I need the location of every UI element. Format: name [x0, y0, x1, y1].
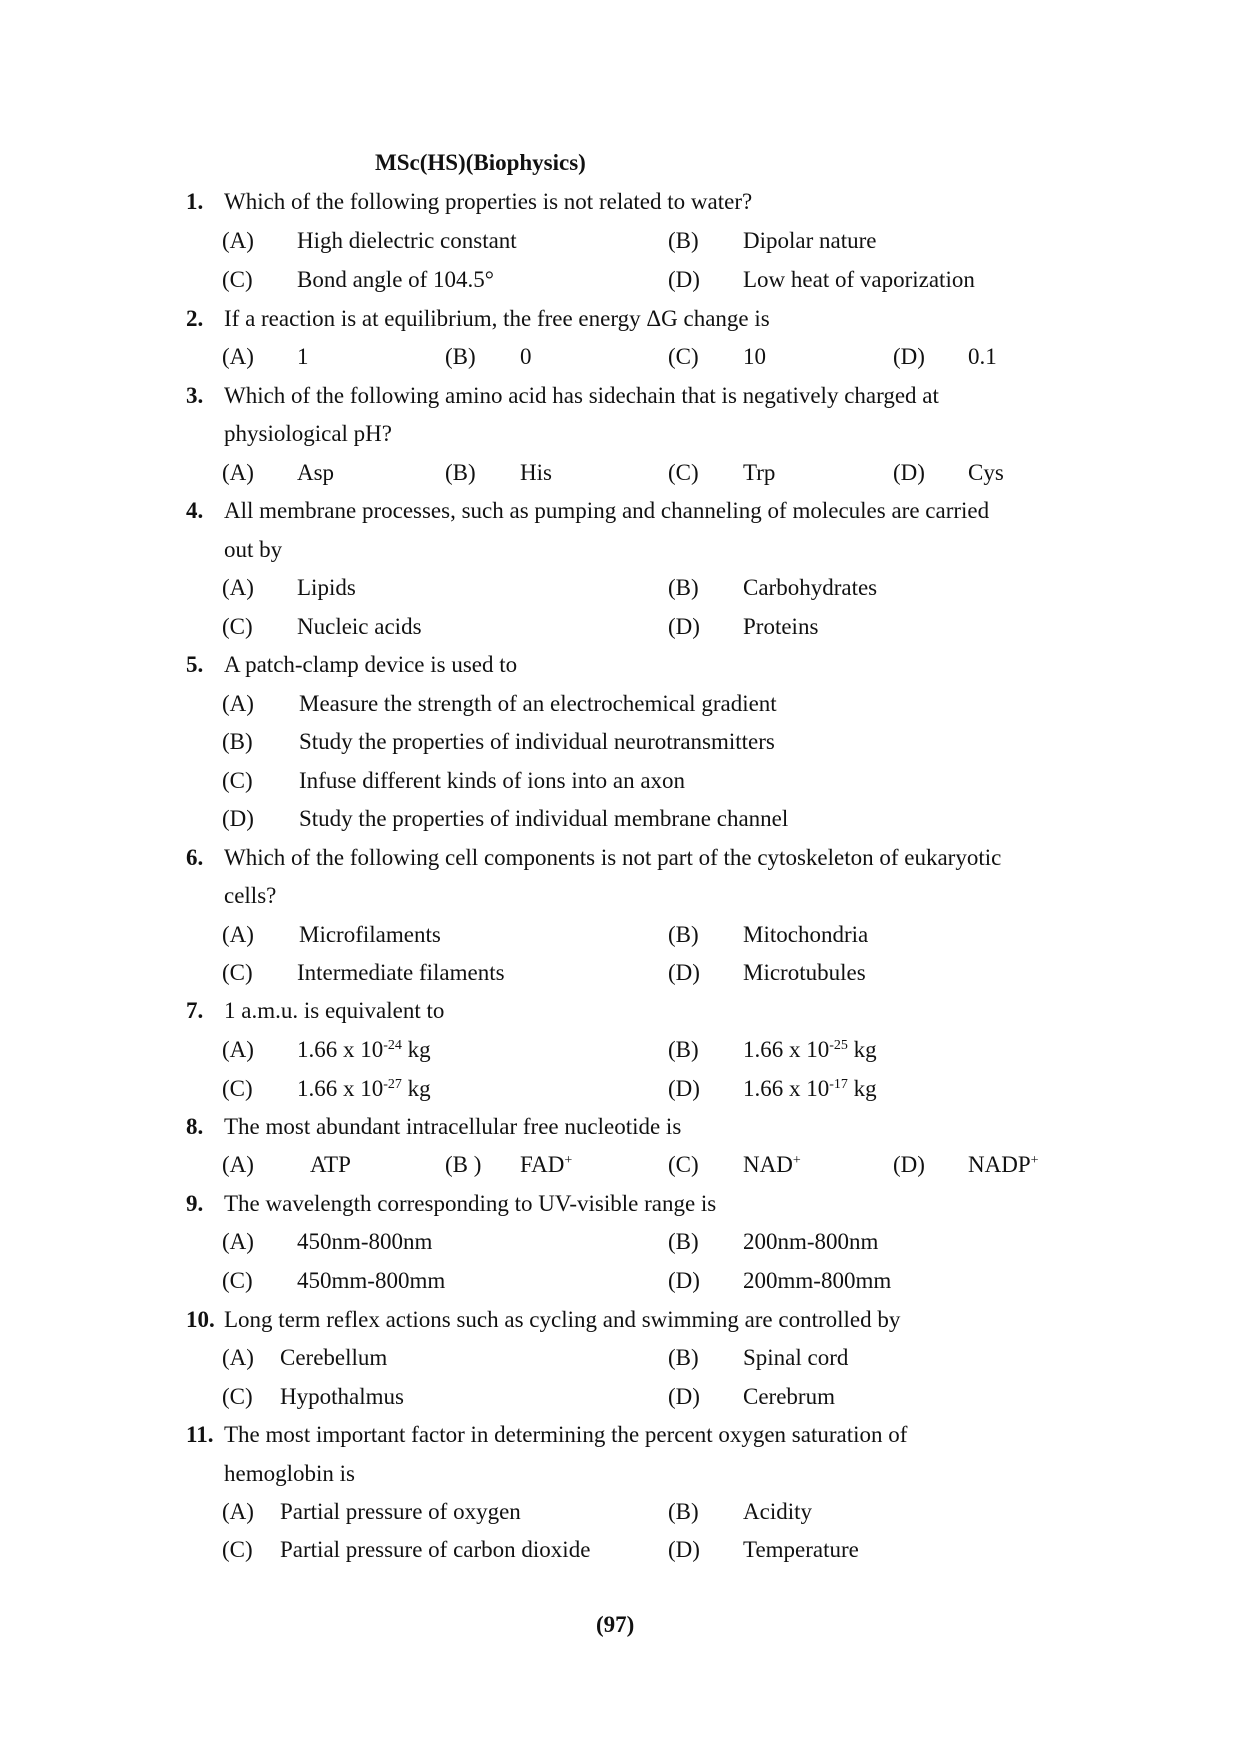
question-number: 2.	[186, 306, 204, 331]
option-label: (A)	[222, 1037, 254, 1062]
option-text: Partial pressure of carbon dioxide	[280, 1537, 591, 1562]
question-10	[0, 1304, 1241, 1336]
option-label: (A)	[222, 922, 254, 947]
page-number: (97)	[596, 1612, 635, 1637]
option-text: High dielectric constant	[297, 228, 517, 253]
question-text: If a reaction is at equilibrium, the free energy ΔG change is	[224, 306, 770, 331]
option-text: His	[520, 460, 552, 485]
option-text: Cerebellum	[280, 1345, 388, 1370]
option-text: NAD+	[743, 1152, 801, 1177]
option-label: (C)	[222, 1537, 253, 1562]
option-label: (A)	[222, 1345, 254, 1370]
option-text: Intermediate filaments	[297, 960, 505, 985]
question-text: 1 a.m.u. is equivalent to	[224, 998, 445, 1023]
options-row	[0, 611, 1241, 643]
question-2	[0, 303, 1241, 335]
option-label: (C)	[222, 768, 253, 793]
option-label: (C)	[222, 614, 253, 639]
option-text: Lipids	[297, 575, 356, 600]
option-text: Microtubules	[743, 960, 866, 985]
question-text: The most abundant intracellular free nucleotide is	[224, 1114, 682, 1139]
option-label: (C)	[222, 1384, 253, 1409]
option-label: (D)	[668, 1076, 700, 1101]
option-text: 200nm-800nm	[743, 1229, 879, 1254]
option-label: (B)	[668, 922, 699, 947]
option-label: (D)	[668, 1268, 700, 1293]
question-text-continued	[0, 418, 1241, 450]
question-number: 4.	[186, 498, 204, 523]
question-9	[0, 1188, 1241, 1220]
option-text: Trp	[743, 460, 776, 485]
option-label: (A)	[222, 1152, 254, 1177]
option-label: (B )	[445, 1152, 482, 1177]
options-row	[0, 919, 1241, 951]
question-7	[0, 995, 1241, 1027]
option-label: (A)	[222, 1229, 254, 1254]
option-label: (B)	[668, 228, 699, 253]
option-text: Proteins	[743, 614, 819, 639]
option-label: (B)	[445, 460, 476, 485]
option-label: (D)	[893, 344, 925, 369]
option-label: (A)	[222, 460, 254, 485]
question-text: out by	[224, 537, 283, 562]
option-text: Hypothalmus	[280, 1384, 404, 1409]
option-label: (D)	[222, 806, 254, 831]
options-row	[0, 957, 1241, 989]
question-number: 9.	[186, 1191, 204, 1216]
option-label: (D)	[668, 1537, 700, 1562]
option-text: 450mm-800mm	[297, 1268, 446, 1293]
option-text: NADP+	[968, 1152, 1039, 1177]
option-text: Acidity	[743, 1499, 812, 1524]
option-text: Spinal cord	[743, 1345, 849, 1370]
option-text: 0.1	[968, 344, 997, 369]
option-text: 1.66 x $10^{-24}$ kg	[297, 1037, 431, 1062]
option-label: (D)	[668, 1384, 700, 1409]
question-text: A patch-clamp device is used to	[224, 652, 518, 677]
option-text: Cerebrum	[743, 1384, 835, 1409]
option-label: (A)	[222, 344, 254, 369]
option-text: Asp	[297, 460, 335, 485]
option-label: (A)	[222, 1499, 254, 1524]
option-label: (C)	[668, 344, 699, 369]
option-text: Dipolar nature	[743, 228, 877, 253]
option-text: Temperature	[743, 1537, 859, 1562]
options-row	[0, 1496, 1241, 1528]
question-text-continued	[0, 534, 1241, 566]
option-label: (D)	[893, 460, 925, 485]
option-row	[0, 688, 1241, 720]
question-number: 7.	[186, 998, 204, 1023]
option-text: FAD+	[520, 1152, 573, 1177]
question-4	[0, 495, 1241, 527]
options-row	[0, 572, 1241, 604]
option-text: Microfilaments	[299, 922, 441, 947]
option-label: (B)	[222, 729, 253, 754]
option-label: (C)	[222, 1076, 253, 1101]
option-label: (C)	[668, 460, 699, 485]
option-text: 1	[297, 344, 309, 369]
question-text: The wavelength corresponding to UV-visible range is	[224, 1191, 717, 1216]
question-text: physiological pH?	[224, 421, 392, 446]
question-number: 3.	[186, 383, 204, 408]
question-3	[0, 380, 1241, 412]
question-text: The most important factor in determining the percent oxygen saturation of	[224, 1422, 908, 1447]
option-text: Mitochondria	[743, 922, 869, 947]
option-label: (B)	[668, 1037, 699, 1062]
options-row	[0, 1073, 1241, 1105]
option-text: Carbohydrates	[743, 575, 878, 600]
question-number: 11.	[186, 1422, 214, 1447]
options-row	[0, 341, 1241, 373]
options-row	[0, 457, 1241, 489]
options-row	[0, 1342, 1241, 1374]
question-text-continued	[0, 880, 1241, 912]
question-number: 6.	[186, 845, 204, 870]
option-label: (A)	[222, 228, 254, 253]
option-text: Study the properties of individual neurotransmitters	[299, 729, 775, 754]
option-label: (B)	[668, 1229, 699, 1254]
options-row	[0, 1149, 1241, 1181]
question-number: 10.	[186, 1307, 215, 1332]
option-text: 450nm-800nm	[297, 1229, 433, 1254]
question-1	[0, 186, 1241, 218]
option-text: ATP	[310, 1152, 351, 1177]
question-5	[0, 649, 1241, 681]
question-8	[0, 1111, 1241, 1143]
option-label: (D)	[668, 267, 700, 292]
option-text: Bond angle of 104.5°	[297, 267, 495, 292]
question-11	[0, 1419, 1241, 1451]
option-text: 1.66 x $10^{-25}$ kg	[743, 1037, 877, 1062]
option-label: (A)	[222, 575, 254, 600]
option-text: Nucleic acids	[297, 614, 422, 639]
question-text: Long term reflex actions such as cycling and swimming are controlled by	[224, 1307, 901, 1332]
options-row	[0, 1265, 1241, 1297]
question-text: Which of the following cell components is not part of the cytoskeleton of eukaryotic	[224, 845, 1002, 870]
option-text: Infuse different kinds of ions into an axon	[299, 768, 686, 793]
options-row	[0, 1034, 1241, 1066]
option-text: 0	[520, 344, 532, 369]
option-text: Low heat of vaporization	[743, 267, 975, 292]
question-6	[0, 842, 1241, 874]
question-text-continued	[0, 1458, 1241, 1490]
option-text: 1.66 x $10^{-27}$ kg	[297, 1076, 431, 1101]
question-number: 1.	[186, 189, 204, 214]
option-label: (C)	[668, 1152, 699, 1177]
option-row	[0, 726, 1241, 758]
option-text: 1.66 x $10^{-17}$ kg	[743, 1076, 877, 1101]
option-row	[0, 765, 1241, 797]
question-text: Which of the following properties is not related to water?	[224, 189, 753, 214]
option-row	[0, 803, 1241, 835]
question-text: All membrane processes, such as pumping and channeling of molecules are carried	[224, 498, 990, 523]
options-row	[0, 264, 1241, 296]
option-label: (A)	[222, 691, 254, 716]
option-text: Cys	[968, 460, 1004, 485]
question-text: hemoglobin is	[224, 1461, 355, 1486]
option-text: Measure the strength of an electrochemical gradient	[299, 691, 777, 716]
option-label: (D)	[668, 960, 700, 985]
options-row	[0, 1226, 1241, 1258]
option-label: (B)	[668, 1345, 699, 1370]
options-row	[0, 1381, 1241, 1413]
option-text: Study the properties of individual membrane channel	[299, 806, 789, 831]
option-label: (C)	[222, 960, 253, 985]
question-number: 5.	[186, 652, 204, 677]
option-label: (B)	[668, 575, 699, 600]
page-title: MSc(HS)(Biophysics)	[375, 150, 586, 175]
option-label: (D)	[893, 1152, 925, 1177]
options-row	[0, 225, 1241, 257]
option-label: (D)	[668, 614, 700, 639]
question-number: 8.	[186, 1114, 204, 1139]
question-text: Which of the following amino acid has sidechain that is negatively charged at	[224, 383, 939, 408]
question-text: cells?	[224, 883, 277, 908]
option-text: 200mm-800mm	[743, 1268, 892, 1293]
option-label: (C)	[222, 1268, 253, 1293]
option-text: 10	[743, 344, 766, 369]
option-label: (B)	[445, 344, 476, 369]
option-label: (B)	[668, 1499, 699, 1524]
options-row	[0, 1534, 1241, 1566]
option-text: Partial pressure of oxygen	[280, 1499, 521, 1524]
option-label: (C)	[222, 267, 253, 292]
